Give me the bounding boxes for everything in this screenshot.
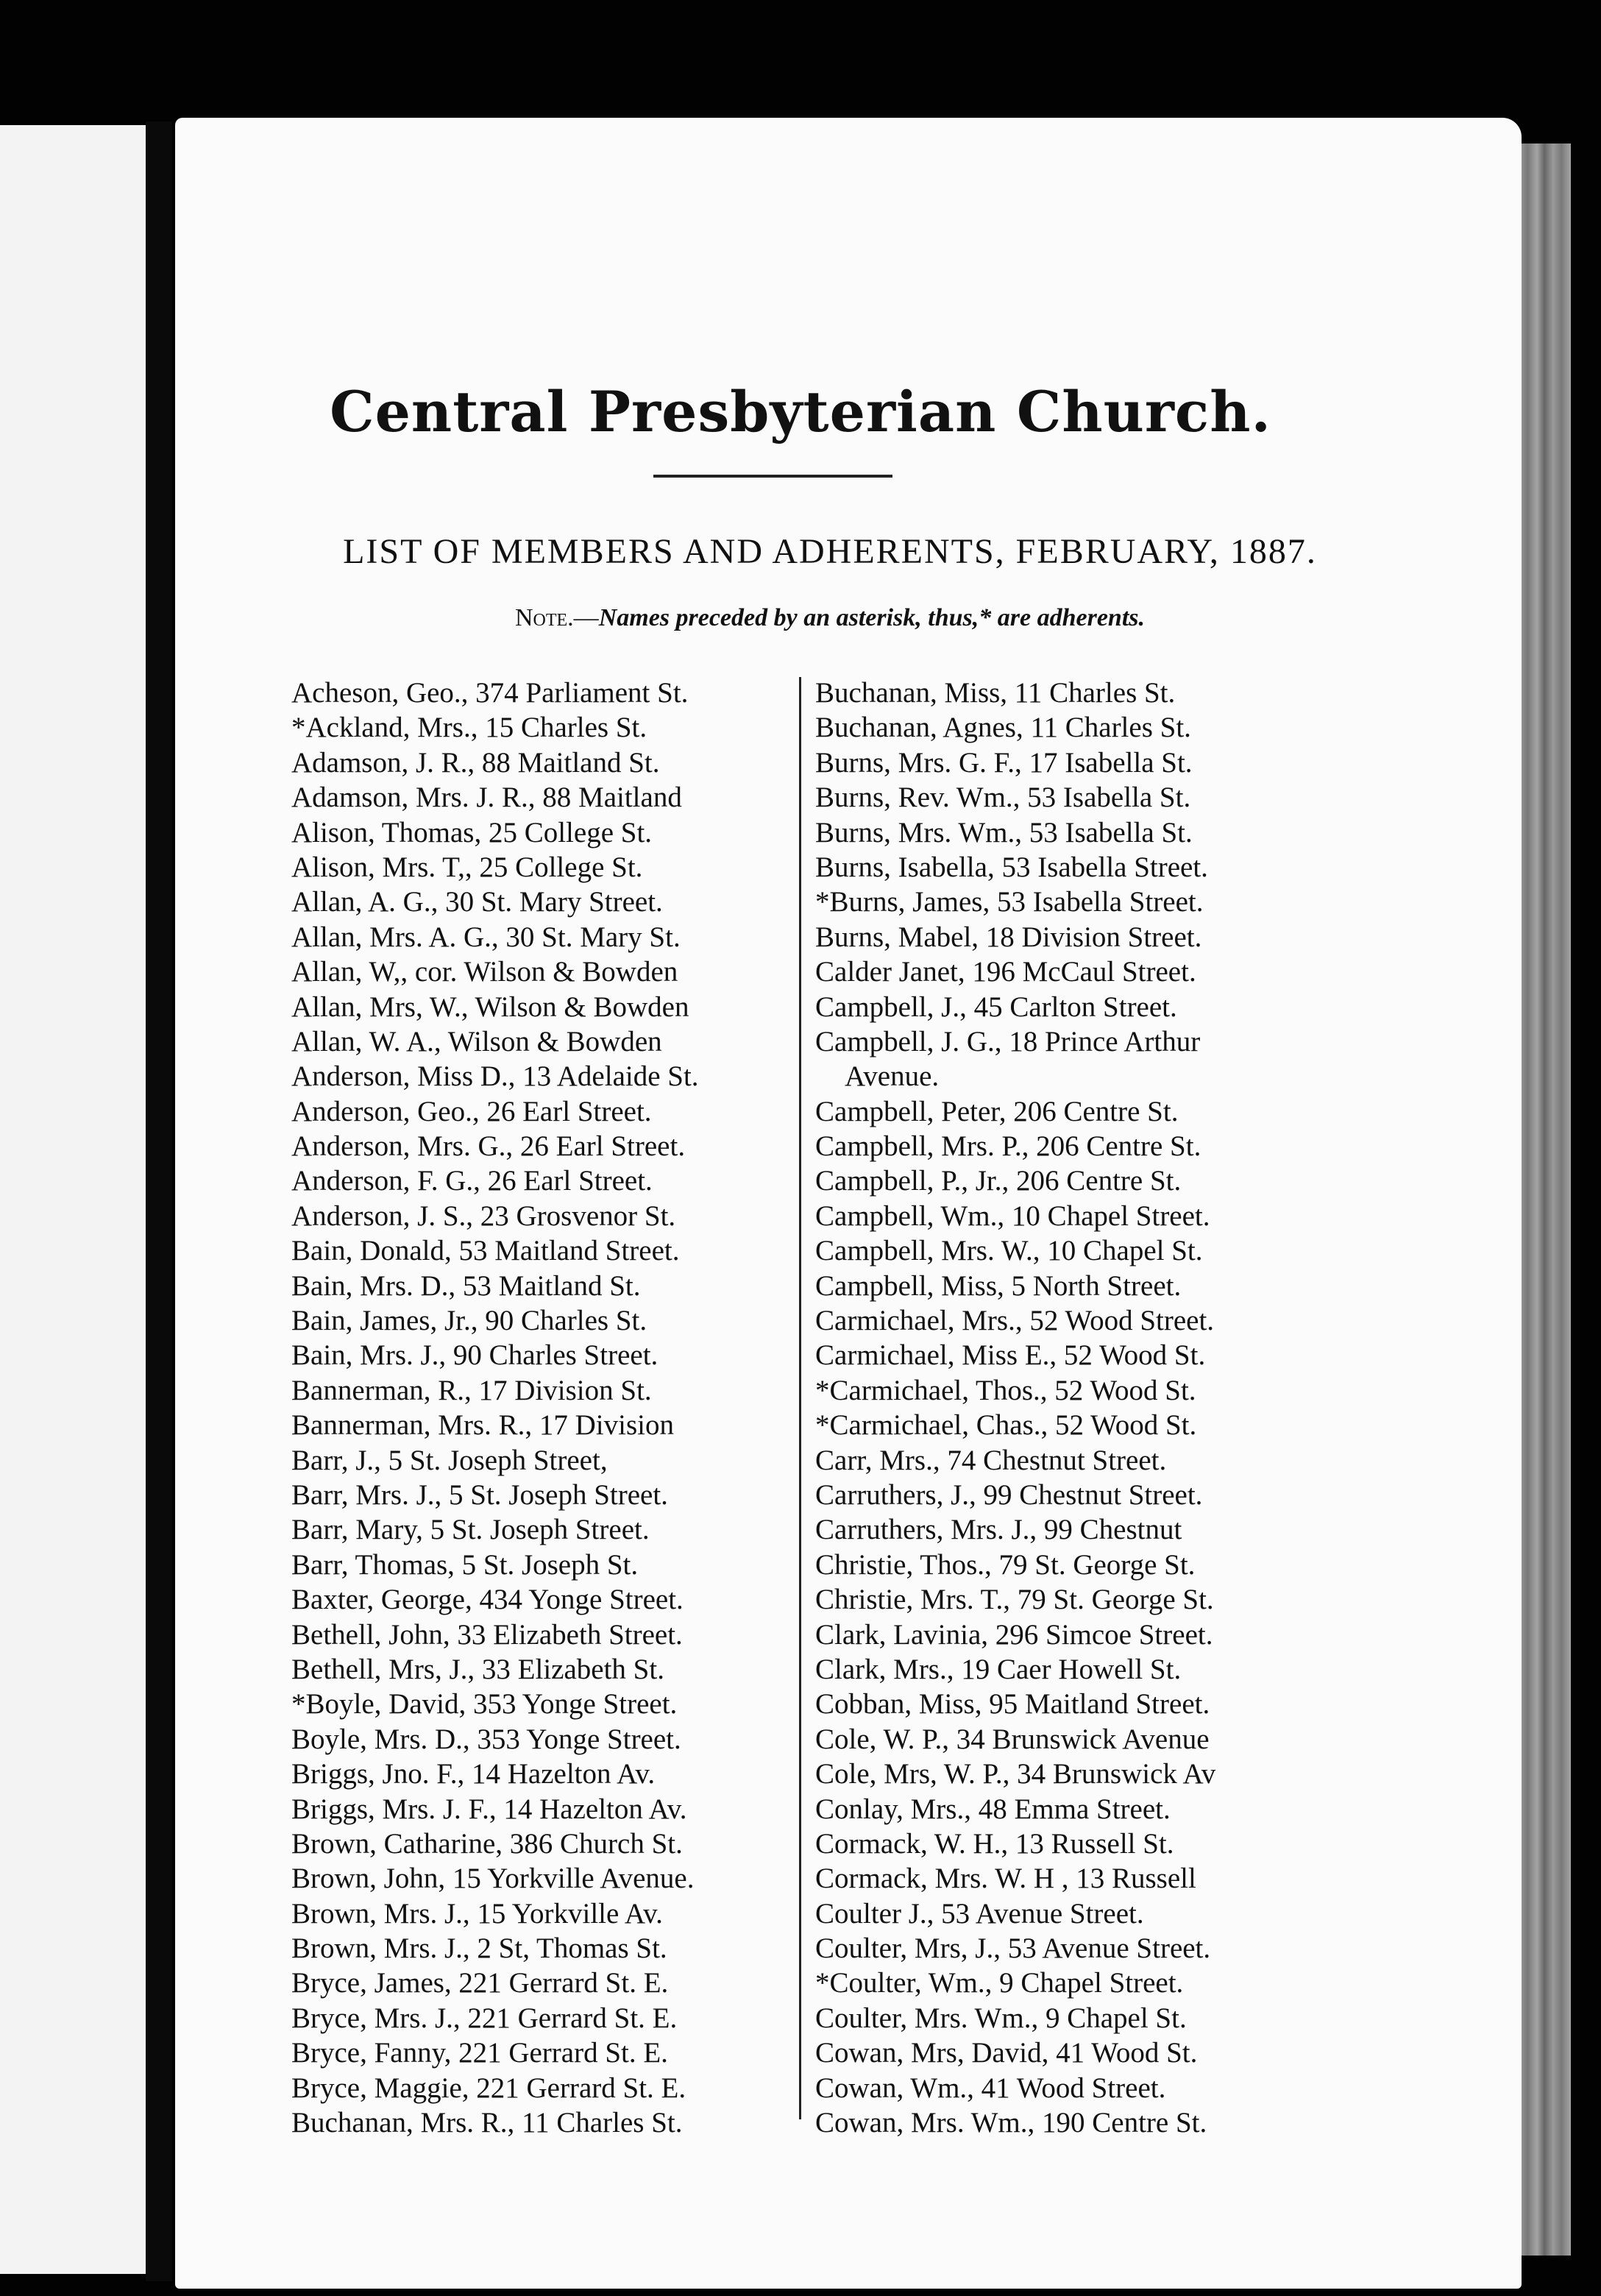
list-item: Adamson, J. R., 88 Maitland St. <box>291 746 660 779</box>
title-rule <box>653 475 892 478</box>
list-item: Cole, Mrs, W. P., 34 Brunswick Av <box>815 1758 1216 1790</box>
list-item: Clark, Lavinia, 296 Simcoe Street. <box>815 1618 1213 1651</box>
list-item: Cowan, Wm., 41 Wood Street. <box>815 2072 1166 2104</box>
list-item: Campbell, Peter, 206 Centre St. <box>815 1095 1179 1127</box>
list-item: Campbell, Wm., 10 Chapel Street. <box>815 1200 1210 1232</box>
list-item: Bryce, Mrs. J., 221 Gerrard St. E. <box>291 2002 678 2034</box>
list-item: Barr, Mary, 5 St. Joseph Street. <box>291 1514 650 1546</box>
note-lead: Note.— <box>514 604 599 631</box>
list-item: *Carmichael, Chas., 52 Wood St. <box>815 1409 1197 1442</box>
list-item: Clark, Mrs., 19 Caer Howell St. <box>815 1653 1182 1685</box>
list-item: Burns, Mabel, 18 Division Street. <box>815 921 1202 953</box>
list-item: Carmichael, Miss E., 52 Wood St. <box>815 1339 1206 1372</box>
list-item: Briggs, Mrs. J. F., 14 Hazelton Av. <box>291 1793 687 1825</box>
list-heading: LIST OF MEMBERS AND ADHERENTS, FEBRUARY, 1887. <box>343 532 1317 571</box>
list-item: Anderson, Miss D., 13 Adelaide St. <box>291 1060 699 1093</box>
list-item: Bryce, James, 221 Gerrard St. E. <box>291 1967 669 1999</box>
list-item: Bain, Mrs. D., 53 Maitland St. <box>291 1269 641 1302</box>
list-item: Bain, Mrs. J., 90 Charles Street. <box>291 1339 658 1372</box>
list-item: Cormack, Mrs. W. H , 13 Russell <box>815 1863 1196 1895</box>
list-item: Carr, Mrs., 74 Chestnut Street. <box>815 1444 1167 1476</box>
list-item: Brown, John, 15 Yorkville Avenue. <box>291 1863 695 1895</box>
list-item: Campbell, Mrs. W., 10 Chapel St. <box>815 1235 1203 1267</box>
list-item: Christie, Thos., 79 St. George St. <box>815 1548 1196 1581</box>
list-item: Burns, Mrs. G. F., 17 Isabella St. <box>815 746 1193 779</box>
list-item-continuation: Avenue. <box>845 1060 940 1093</box>
list-item: Coulter, Mrs. Wm., 9 Chapel St. <box>815 2002 1187 2034</box>
list-item: Barr, Thomas, 5 St. Joseph St. <box>291 1548 639 1581</box>
list-item: Cobban, Miss, 95 Maitland Street. <box>815 1688 1210 1721</box>
list-item: Coulter, Mrs, J., 53 Avenue Street. <box>815 1932 1211 1965</box>
list-item: Campbell, P., Jr., 206 Centre St. <box>815 1165 1182 1197</box>
list-item: Bannerman, R., 17 Division St. <box>291 1374 652 1406</box>
list-item: Carruthers, J., 99 Chestnut Street. <box>815 1478 1203 1511</box>
list-item: Campbell, J. G., 18 Prince Arthur <box>815 1025 1201 1057</box>
list-item: Bryce, Fanny, 221 Gerrard St. E. <box>291 2037 668 2069</box>
column-divider <box>799 677 801 2119</box>
list-item: *Ackland, Mrs., 15 Charles St. <box>291 712 647 744</box>
list-item: Anderson, J. S., 23 Grosvenor St. <box>291 1200 676 1232</box>
list-item: Barr, Mrs. J., 5 St. Joseph Street. <box>291 1478 668 1511</box>
list-item: Buchanan, Agnes, 11 Charles St. <box>815 712 1191 744</box>
list-item: Adamson, Mrs. J. R., 88 Maitland <box>291 782 682 814</box>
list-item: Campbell, Mrs. P., 206 Centre St. <box>815 1130 1201 1163</box>
list-item: Carruthers, Mrs. J., 99 Chestnut <box>815 1514 1182 1546</box>
list-item: Burns, Isabella, 53 Isabella Street. <box>815 851 1208 883</box>
list-item: Bethell, John, 33 Elizabeth Street. <box>291 1618 683 1651</box>
list-item: Buchanan, Mrs. R., 11 Charles St. <box>291 2107 683 2139</box>
list-item: Boyle, Mrs. D., 353 Yonge Street. <box>291 1723 681 1755</box>
list-item: Allan, Mrs, W., Wilson & Bowden <box>291 991 689 1023</box>
adherents-note <box>278 596 1382 640</box>
list-item: Anderson, F. G., 26 Earl Street. <box>291 1165 653 1197</box>
list-item: Burns, Rev. Wm., 53 Isabella St. <box>815 782 1191 814</box>
book-gutter <box>146 121 172 2281</box>
list-item: Bethell, Mrs, J., 33 Elizabeth St. <box>291 1653 664 1685</box>
list-item: Coulter J., 53 Avenue Street. <box>815 1897 1144 1930</box>
list-item: *Boyle, David, 353 Yonge Street. <box>291 1688 678 1721</box>
list-item: Brown, Mrs. J., 15 Yorkville Av. <box>291 1897 663 1930</box>
list-item: Christie, Mrs. T., 79 St. George St. <box>815 1584 1214 1616</box>
list-item: Briggs, Jno. F., 14 Hazelton Av. <box>291 1758 656 1790</box>
page-title: Central Presbyterian Church. <box>330 379 1271 444</box>
member-list-left <box>291 676 799 2140</box>
list-item: Anderson, Geo., 26 Earl Street. <box>291 1095 652 1127</box>
list-item: Campbell, Miss, 5 North Street. <box>815 1269 1182 1302</box>
list-item: Carmichael, Mrs., 52 Wood Street. <box>815 1305 1215 1337</box>
list-item: Alison, Mrs. T,, 25 College St. <box>291 851 643 883</box>
list-item: Allan, W. A., Wilson & Bowden <box>291 1025 662 1057</box>
list-item: Acheson, Geo., 374 Parliament St. <box>291 677 689 709</box>
list-item: Bain, Donald, 53 Maitland Street. <box>291 1235 680 1267</box>
list-item: *Carmichael, Thos., 52 Wood St. <box>815 1374 1196 1406</box>
list-item: Bannerman, Mrs. R., 17 Division <box>291 1409 674 1442</box>
list-item: Allan, Mrs. A. G., 30 St. Mary St. <box>291 921 681 953</box>
list-item: *Coulter, Wm., 9 Chapel Street. <box>815 1967 1184 1999</box>
list-item: Campbell, J., 45 Carlton Street. <box>815 991 1177 1023</box>
list-item: Baxter, George, 434 Yonge Street. <box>291 1584 684 1616</box>
note-body: Names preceded by an asterisk, thus,* are adherents. <box>598 604 1146 631</box>
list-item: Allan, W,, cor. Wilson & Bowden <box>291 956 678 988</box>
list-item: Allan, A. G., 30 St. Mary Street. <box>291 886 663 918</box>
list-item: Cowan, Mrs. Wm., 190 Centre St. <box>815 2107 1207 2139</box>
list-item: Buchanan, Miss, 11 Charles St. <box>815 677 1176 709</box>
list-item: Barr, J., 5 St. Joseph Street, <box>291 1444 608 1476</box>
member-list-right <box>815 676 1360 2140</box>
list-item: Bryce, Maggie, 221 Gerrard St. E. <box>291 2072 686 2104</box>
list-item: Cormack, W. H., 13 Russell St. <box>815 1827 1174 1860</box>
list-item: Brown, Mrs. J., 2 St, Thomas St. <box>291 1932 667 1965</box>
list-item: Burns, Mrs. Wm., 53 Isabella St. <box>815 816 1193 848</box>
list-item: Conlay, Mrs., 48 Emma Street. <box>815 1793 1171 1825</box>
list-item: Cole, W. P., 34 Brunswick Avenue <box>815 1723 1210 1755</box>
document-page <box>175 118 1522 2289</box>
list-item: Calder Janet, 196 McCaul Street. <box>815 956 1196 988</box>
list-item: Bain, James, Jr., 90 Charles St. <box>291 1305 647 1337</box>
list-item: Cowan, Mrs, David, 41 Wood St. <box>815 2037 1198 2069</box>
list-item: Alison, Thomas, 25 College St. <box>291 816 653 848</box>
facing-page-edge <box>0 125 156 2274</box>
list-item: Brown, Catharine, 386 Church St. <box>291 1827 683 1860</box>
list-item: Anderson, Mrs. G., 26 Earl Street. <box>291 1130 686 1163</box>
list-item: *Burns, James, 53 Isabella Street. <box>815 886 1204 918</box>
